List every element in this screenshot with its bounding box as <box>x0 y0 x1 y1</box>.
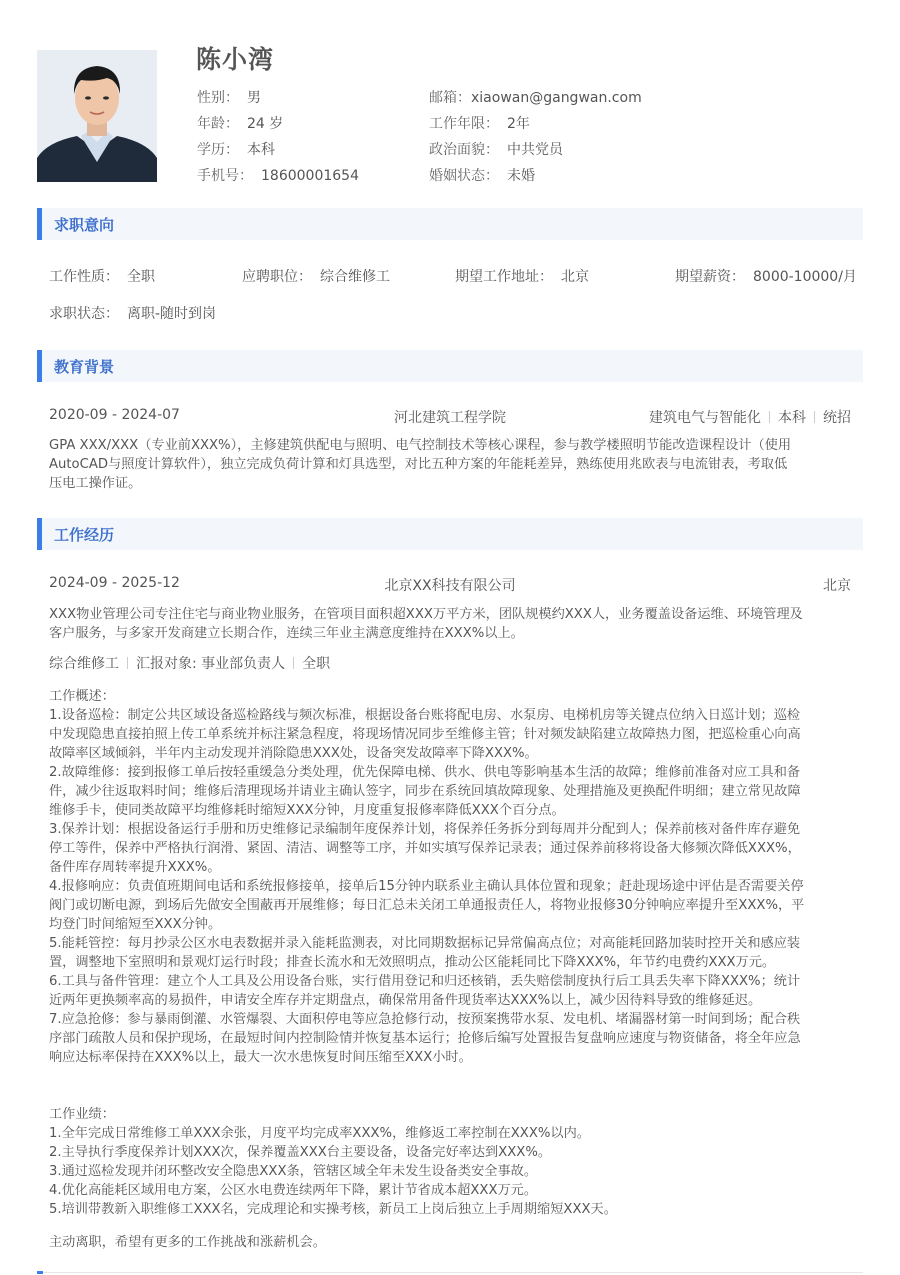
section-accent-bar <box>37 350 42 382</box>
education-header-row <box>49 407 851 426</box>
work-achievements: 工作业绩： 1.全年完成日常维修工单XXX余张，月度平均完成率XXX%，维修返工率控制在XXX%以内。 2.主导执行季度保养计划XXX次，保养覆盖XXX台主要设备，设备完好率达到XXX%。 3.通过巡检发现并闭环整改安全隐患XXX条，管辖区域全年未发生设备类安全事故。 4.优化高能耗区域用电方案，公区水电费连续两年下降，累计节省成本超XXX万元。 5.培训带教新入职维修工XXX名，完成理论和实操考核，新员工上岗后独立上手周期缩短XXX天。 <box>49 1107 617 1217</box>
info-phone: 手机号： 18600001654 <box>197 168 359 184</box>
section-header-education <box>37 350 863 382</box>
work-header-row <box>49 575 851 594</box>
info-marital-status: 婚姻状态： 未婚 <box>429 168 535 184</box>
tag-role: 综合维修工 <box>49 656 119 672</box>
education-detail: 建筑电气与智能化 本科 统招 <box>649 410 851 426</box>
work-city: 北京 <box>823 578 851 594</box>
section-accent-bar <box>37 208 42 240</box>
avatar-photo <box>37 50 157 182</box>
education-school: 河北建筑工程学院 <box>394 410 506 426</box>
tag-type: 全职 <box>302 656 331 672</box>
section-accent-bar <box>37 518 42 550</box>
info-email: 邮箱：xiaowan@gangwan.com <box>429 90 642 106</box>
work-tags <box>49 653 330 673</box>
work-overview: 工作概述： 1.设备巡检：制定公共区域设备巡检路线与频次标准，根据设备台账将配电房、水泵房、电梯机房等关键点位纳入日巡计划；巡检 中发现隐患直接拍照上传工单系统并标注紧急程度，将现场情况同步至维修主管；针对频发缺陷建立故障热力图，把巡检重心向高 故障率区域倾斜，半年内主动发现并消除隐患XXX处，设备突发故障率下降XXX%。 2.故障维修：接到报修工单后按轻重缓急分类处理，优先保障电梯、供水、供电等影响基本生活的故障；维修前准备对应工具和备 件，减少往返取料时间；维修后清理现场并请业主确认签字，同步在系统回填故障现象、处理措施及更换配件明细；建立常见故障 维修手卡，使同类故障平均维修耗时缩短XXX分钟，月度重复报修率降低XXX个百分点。 3.保养计划：根据设备运行手册和历史维修记录编制年度保养计划，将保养任务拆分到每周并分配到人；保养前核对备件库存避免 停工等件，保养中严格执行润滑、紧固、清洁、调整等工序，并如实填写保养记录表；通过保养前移将设备大修频次降低XXX%， 备件库存周转率提升XXX%。 4.报修响应：负责值班期间电话和系统报修接单，接单后15分钟内联系业主确认具体位置和现象；赶赴现场途中评估是否需要关停 阀门或切断电源，到场后先做安全围蔽再开展维修；每日汇总未关闭工单通报责任人，将物业报修30分钟响应率提升至XXX%，平 均登门时间缩短至XXX分钟。 5.能耗管控：每月抄录公区水电表数据并录入能耗监测表，对比同期数据标记异常偏高点位；对高能耗回路加装时控开关和感应装 置，调整地下室照明和景观灯运行时段；排查长流水和无效照明点，推动公区能耗同比下降XXX%，年节约电费约XXX万元。 6.工具与备件管理：建立个人工具及公用设备台账，实行借用登记和归还核销，丢失赔偿制度执行后工具丢失率下降XXX%；统计 近两年更换频率高的易损件，申请安全库存并定期盘点，确保常用备件现货率达XXX%以上，减少因待料导致的维修延迟。 7.应急抢修：参与暴雨倒灌、水管爆裂、大面积停电等应急抢修行动，按预案携带水泵、发电机、堵漏器材第一时间到场；配合秩 序部门疏散人员和保护现场，在最短时间内控制险情并恢复基本运行；抢修后编写处置报告复盘响应速度与物资储备，将全年应急 响应达标率保持在XXX%以上，最大一次水患恢复时间压缩至XXX小时。 <box>49 689 805 1065</box>
bottom-divider <box>37 1272 863 1273</box>
section-title: 求职意向 <box>54 216 115 234</box>
work-period: 2024-09 - 2025-12 <box>49 575 180 591</box>
info-age: 年龄： 24 岁 <box>197 116 284 132</box>
section-title: 教育背景 <box>54 358 115 376</box>
candidate-name: 陈小湾 <box>196 45 275 74</box>
intention-status: 求职状态： 离职-随时到岗 <box>49 306 217 322</box>
info-gender: 性别： 男 <box>197 90 261 106</box>
education-description: GPA XXX/XXX（专业前XXX%），主修建筑供配电与照明、电气控制技术等核心课程，参与教学楼照明节能改造课程设计（使用 AutoCAD与照度计算软件），独立完成负荷计算和灯具选型，对比五种方案的年能耗差异，熟练使用兆欧表与电流钳表，考取低 压电工操作证。 <box>49 438 792 491</box>
intention-salary: 期望薪资： 8000-10000/月 <box>675 269 857 285</box>
education-period: 2020-09 - 2024-07 <box>49 407 180 423</box>
section-header-intention <box>37 208 863 240</box>
section-title: 工作经历 <box>54 526 115 544</box>
intention-work-type: 工作性质： 全职 <box>49 269 155 285</box>
info-education: 学历： 本科 <box>197 142 275 158</box>
leave-reason: 主动离职，希望有更多的工作挑战和涨薪机会。 <box>49 1235 326 1250</box>
intention-position: 应聘职位： 综合维修工 <box>242 269 390 285</box>
info-political-status: 政治面貌： 中共党员 <box>429 142 563 158</box>
work-company: 北京XX科技有限公司 <box>384 578 516 594</box>
info-work-years: 工作年限： 2年 <box>429 116 530 132</box>
bottom-accent-mark <box>37 1271 43 1274</box>
intention-location: 期望工作地址： 北京 <box>455 269 589 285</box>
tag-report-to: 汇报对象: 事业部负责人 <box>136 656 286 672</box>
company-description: XXX物业管理公司专注住宅与商业物业服务，在管项目面积超XXX万平方米，团队规模约XXX人，业务覆盖设备运维、环境管理及 客户服务，与多家开发商建立长期合作，连续三年业主满意度维持在XXX%以上。 <box>49 607 803 641</box>
section-header-work <box>37 518 863 550</box>
